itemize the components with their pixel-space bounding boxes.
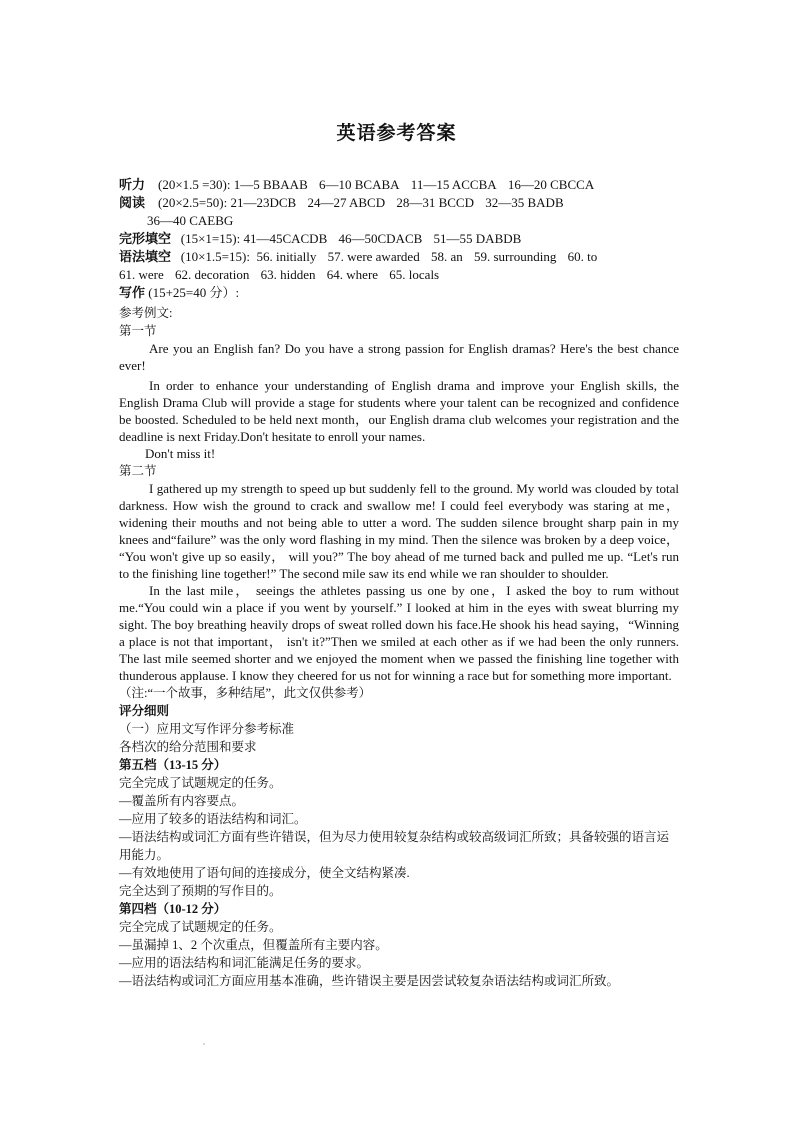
answer-group: 59. surrounding (473, 249, 557, 264)
sample-label: 参考例文: (119, 306, 173, 320)
rubric-item: —虽漏掉 1、2 个次重点，但覆盖所有主要内容。 (119, 938, 388, 952)
answer-scoring: (15×1=15): (180, 231, 241, 246)
answer-writing (119, 284, 679, 302)
section1-label: 第一节 (119, 324, 157, 338)
rubric-item: 完全达到了预期的写作目的。 (119, 884, 282, 898)
answer-group: 63. hidden (260, 267, 316, 282)
section1-paragraph: In order to enhance your understanding of English drama and improve your English skills, the English Drama Club will provide a stage for students where your talent can be recognized and confidence be boosted. Scheduled to be held next month，our English drama club welcomes your registration and the deadline is next Friday.Don't hesitate to enroll your names. (119, 378, 679, 444)
answer-group: 60. to (567, 249, 598, 264)
answer-scoring: (10×1.5=15): (180, 249, 250, 264)
answer-label: 写作 (119, 285, 146, 300)
answer-listening (119, 176, 679, 194)
page-title: 英语参考答案 (336, 123, 457, 144)
answer-scoring: (20×2.5=50): (158, 195, 228, 210)
answer-group: 58. an (430, 249, 463, 264)
section2-paragraph: In the last mile， seeings the athletes passing us one by one，I asked the boy to rum without me.“You could win a place if you went by yourself.” I looked at him in the eyes with sweat blurring my sight. The boy breathing heavily drops of sweat rolled down his face.He shook his head saying，“Winning a place is not that important， isn't it?”Then we smiled at each other as if we had been the only runners. The last mile seemed shorter and we enjoyed the moment when we passed the finishing line together with thunderous applause. I know they cheered for us not for winning a race but for something more important. (119, 583, 679, 683)
answer-group: 57. were awarded (327, 249, 420, 264)
answer-group: 21—23DCB (230, 195, 297, 210)
answer-group: 24—27 ABCD (307, 195, 386, 210)
answer-label: 阅读 (119, 195, 146, 210)
rubric-item: 完全完成了试题规定的任务。 (119, 776, 282, 790)
answer-group: 62. decoration (175, 267, 250, 282)
section2-label: 第二节 (119, 464, 157, 478)
answer-group: 51—55 DABDB (433, 231, 522, 246)
answer-group: 64. where (326, 267, 379, 282)
rubric-heading: 评分细则 (119, 704, 170, 718)
answer-label: 完形填空 (119, 231, 172, 246)
answer-group: 1—5 BBAAB (233, 177, 308, 192)
answer-scoring: (15+25=40 分）: (148, 285, 240, 300)
rubric-item: 完全完成了试题规定的任务。 (119, 920, 282, 934)
page-speck (203, 1043, 205, 1045)
answer-grammar-continued (119, 266, 679, 284)
section2-paragraph: I gathered up my strength to speed up but suddenly fell to the ground. My world was clouded by total darkness. How wish the ground to crack and swallow me! I could feel everybody was staring at me， widening their mouths and not being able to utter a word. The sudden silence brought sharp pain in my knees and“failure” was the only word flashing in my mind. Then the silence was broken by a deep voice， “You won't give up so easily， will you?” The boy ahead of me turned back and pulled me up. “Let's run to the finishing line together!” The second mile saw its end while we ran shoulder to shoulder. (119, 481, 679, 581)
answer-group: 16—20 CBCCA (507, 177, 595, 192)
answer-cloze (119, 230, 679, 248)
answer-reading-continued: 36—40 CAEBG (147, 213, 234, 228)
sample-note: （注:“一个故事，多种结尾”，此文仅供参考） (119, 686, 372, 700)
rubric-item: —语法结构或词汇方面应用基本准确，些许错误主要是因尝试较复杂语法结构或词汇所致。 (119, 974, 620, 988)
rubric-item: —应用了较多的语法结构和词汇。 (119, 812, 307, 826)
section1-paragraph: Are you an English fan? Do you have a strong passion for English dramas? Here's the best chance ever! (119, 341, 679, 373)
rubric-item: —语法结构或词汇方面有些许错误，但为尽力使用较复杂结构或较高级词汇所致；具备较强的语言运用能力。 (119, 830, 670, 862)
rubric-item: —覆盖所有内容要点。 (119, 794, 245, 808)
answer-label: 语法填空 (119, 249, 172, 264)
rubric-item: —应用的语法结构和词汇能满足任务的要求。 (119, 956, 370, 970)
tier4-heading: 第四档（10-12 分） (119, 902, 227, 916)
answer-grammar (119, 248, 679, 266)
rubric-subheading: （一）应用文写作评分参考标准 (119, 722, 295, 736)
answer-reading (119, 194, 679, 212)
tier5-heading: 第五档（13-15 分） (119, 758, 227, 772)
answer-group: 32—35 BADB (485, 195, 564, 210)
answer-group: 41—45CACDB (243, 231, 328, 246)
answer-group: 56. initially (256, 249, 317, 264)
answer-group: 28—31 BCCD (396, 195, 474, 210)
rubric-item: —有效地使用了语句间的连接成分，使全文结构紧凑. (119, 866, 410, 880)
answer-group: 61. were (119, 267, 164, 282)
answer-group: 6—10 BCABA (319, 177, 400, 192)
answer-scoring: (20×1.5 =30): (158, 177, 231, 192)
section1-paragraph: Don't miss it! (145, 446, 216, 461)
answer-group: 11—15 ACCBA (410, 177, 497, 192)
answer-label: 听力 (119, 177, 146, 192)
answer-group: 46—50CDACB (338, 231, 423, 246)
document-body (119, 176, 679, 990)
rubric-subheading: 各档次的给分范围和要求 (119, 740, 257, 754)
answer-group: 65. locals (389, 267, 440, 282)
